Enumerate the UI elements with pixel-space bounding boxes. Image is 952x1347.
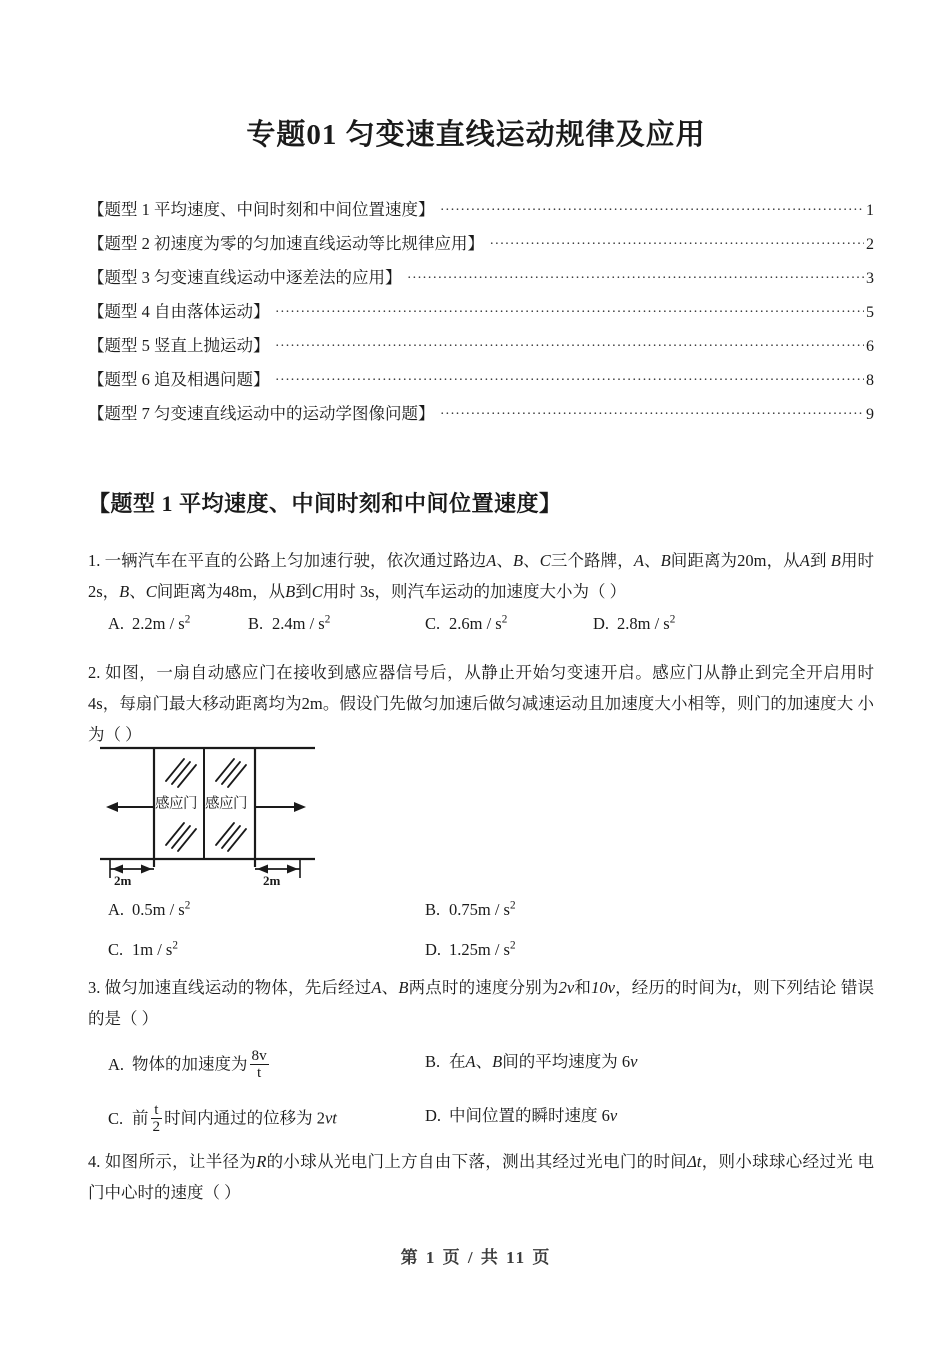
q1-seg-5: 到 (809, 551, 827, 570)
q1-seg-8: ，从 (252, 582, 286, 601)
question-3-options-row-1 (88, 1042, 874, 1088)
door-label-left: 感应门 (155, 796, 197, 812)
toc-leader-dots (276, 335, 865, 352)
q2-seg-3: 。假设门先做匀加速后做匀减速运动且加速度大小相等，则门的加速度大 (322, 694, 854, 713)
toc-item[interactable] (88, 366, 874, 400)
sensor-door-svg (100, 745, 315, 893)
q3-option-c[interactable] (108, 1102, 337, 1135)
q3-option-d-pre: 中间位置的瞬时速度 6 (449, 1106, 610, 1125)
toc-leader-dots (441, 403, 865, 420)
q1-dist-ab: 20m (737, 551, 767, 570)
q3-option-b-letter: B. (425, 1052, 441, 1071)
toc-item-label: 【题型 6 追及相遇问题】 (88, 370, 270, 389)
q1-seg-7: 间距离为 (156, 582, 223, 601)
toc-item-label: 【题型 7 匀变速直线运动中的运动学图像问题】 (88, 404, 435, 423)
q1-var-b4: B (119, 582, 130, 601)
q3-option-c-pre: 前 (132, 1108, 149, 1128)
toc-item[interactable] (88, 400, 874, 434)
toc-item-page: 3 (866, 270, 874, 287)
q1-seg-9: 到 (295, 582, 312, 601)
q2-option-d-value: $1.25m / s^2$ (449, 939, 516, 959)
question-2-text (88, 657, 874, 750)
q3-option-a[interactable] (108, 1048, 271, 1081)
section-heading: 【题型 1 平均速度、中间时刻和中间位置速度】 (88, 491, 562, 516)
toc-leader-dots (441, 199, 865, 216)
q1-option-b[interactable] (248, 613, 330, 634)
q2-option-c-value: $1m / s^2$ (132, 939, 178, 959)
q2-seg-1: 如图，一扇自动感应门在接收到感应器信号后，从静止开始匀变速开启。感应门从静止到完全开启用时 (105, 663, 875, 682)
q1-option-a-value: $2.2m / s^2$ (132, 613, 191, 633)
toc-item[interactable] (88, 332, 874, 366)
q3-option-d-letter: D. (425, 1106, 442, 1125)
q3-var-b: B (398, 978, 409, 997)
door-label-right: 感应门 (205, 796, 247, 812)
question-2-number: 2. (88, 663, 101, 682)
toc-leader-dots (276, 369, 865, 386)
q1-option-d-value: $2.8m / s^2$ (617, 613, 676, 633)
q3-option-a-letter: A. (108, 1054, 125, 1074)
toc-item-label: 【题型 4 自由落体运动】 (88, 302, 270, 321)
table-of-contents (88, 196, 874, 434)
question-1-number: 1. (88, 551, 101, 570)
q3-option-b[interactable] (425, 1048, 637, 1072)
q2-option-a[interactable] (108, 899, 190, 920)
q3-option-b-mid1: 、 (475, 1052, 493, 1071)
q3-seg-4: 和 (574, 978, 592, 997)
q2-option-a-letter: A. (108, 899, 125, 919)
question-4-text (88, 1146, 874, 1208)
q3-speed-1: 2v (558, 978, 575, 997)
q1-option-b-value: $2.4m / s^2$ (272, 613, 331, 633)
q1-var-b: B (512, 551, 524, 570)
toc-item-label: 【题型 1 平均速度、中间时刻和中间位置速度】 (88, 200, 435, 219)
q3-option-d[interactable] (425, 1102, 617, 1126)
q1-option-d[interactable] (593, 613, 675, 634)
q1-dist-bc: 48m (222, 582, 253, 601)
q1-option-a-letter: A. (108, 613, 125, 633)
q2-option-c[interactable] (108, 939, 178, 960)
toc-item-label: 【题型 2 初速度为零的匀加速直线运动等比规律应用】 (88, 234, 484, 253)
q1-option-a[interactable] (108, 613, 190, 634)
q4-seg-2: 的小球从光电门上方自由下落，测出其经过光电门的时间 (266, 1152, 688, 1171)
q3-optb-var-a: A (465, 1052, 476, 1071)
question-1 (88, 545, 874, 644)
q3-optd-var: v (609, 1106, 618, 1125)
q1-var-b3: B (830, 551, 841, 570)
q4-delta-t: Δt (687, 1152, 702, 1171)
q3-optb-var-v: v (630, 1052, 638, 1071)
toc-item-label: 【题型 3 匀变速直线运动中逐差法的应用】 (88, 268, 402, 287)
page-footer: 第 1 页 / 共 11 页 (400, 1248, 552, 1267)
toc-item[interactable] (88, 264, 874, 298)
q3-optc-var: vt (324, 1108, 337, 1128)
toc-leader-dots (490, 233, 864, 250)
q4-var-r: R (256, 1152, 267, 1171)
toc-item-page: 1 (866, 202, 874, 219)
question-3 (88, 972, 874, 1142)
q2-option-a-value: $0.5m / s^2$ (132, 899, 191, 919)
q2-option-d[interactable] (425, 939, 516, 960)
q2-option-b-value: $0.75m / s^2$ (449, 899, 516, 919)
q3-option-b-mid2: 间的平均速度为 6 (502, 1052, 631, 1071)
question-3-options-row-2 (88, 1096, 874, 1142)
question-1-options (88, 613, 874, 644)
q3-option-c-fraction: $\frac{t}{2}$ (152, 1101, 161, 1135)
q4-seg-3: ，则小球球心经过光 (701, 1152, 854, 1171)
glass-hatch-right-upper (216, 759, 246, 787)
q1-var-c2: C (145, 582, 157, 601)
q2-option-b[interactable] (425, 899, 516, 920)
q1-seg-2: 三个路牌， (550, 551, 634, 570)
q1-seg-1: 一辆汽车在平直的公路上匀加速行驶，依次通过路边 (104, 551, 487, 570)
question-4-number: 4. (88, 1152, 101, 1171)
question-3-number: 3. (88, 978, 101, 997)
question-3-text (88, 972, 874, 1034)
q3-seg-1: 做匀加速直线运动的物体，先后经过 (104, 978, 372, 997)
question-1-text: 1. 一辆汽车在平直的公路上匀加速行驶，依次通过路边A、B、C三个路牌，A、B间距离为20m，从A到 B用时 2s，B、C间距离为48m，从B到C用时 3s，则汽车运动的加速度大小为（ ） (88, 551, 875, 601)
q3-seg-5: ，经历的时间为 (614, 978, 732, 997)
q1-option-d-letter: D. (593, 613, 610, 633)
q4-seg-4: 电门中心时的速度（ ） (88, 1152, 875, 1202)
q1-seg-10: 用时 3s，则汽车运动的加速度大小为（ ） (322, 582, 627, 601)
q1-var-a2: A (633, 551, 644, 570)
q1-option-c-value: $2.6m / s^2$ (449, 613, 508, 633)
q4-seg-1: 如图所示，让半径为 (104, 1152, 257, 1171)
q3-option-c-post: 时间内通过的位移为 2 (164, 1108, 325, 1128)
q2-option-b-letter: B. (425, 899, 441, 919)
q1-option-c-letter: C. (425, 613, 441, 633)
q1-var-b2: B (660, 551, 671, 570)
toc-item-label: 【题型 5 竖直上抛运动】 (88, 336, 270, 355)
toc-item-page: 2 (866, 236, 874, 253)
q1-seg-4: ，从 (766, 551, 800, 570)
glass-hatch-right-lower (216, 823, 246, 851)
q1-option-b-letter: B. (248, 613, 264, 633)
toc-item[interactable] (88, 230, 874, 264)
q3-seg-3: 两点时的速度分别为 (408, 978, 559, 997)
q3-seg-7: 错误的是（ ） (88, 978, 875, 1028)
toc-item-page: 5 (866, 304, 874, 321)
q2-max-dist: 2m (301, 694, 323, 713)
q3-seg-2: 、 (381, 978, 399, 997)
glass-hatch-left-lower (166, 823, 196, 851)
q1-option-c[interactable] (425, 613, 507, 634)
q3-optb-var-b: B (492, 1052, 503, 1071)
toc-leader-dots (408, 267, 865, 284)
door-open-arrow-right (255, 802, 306, 812)
q3-option-a-text: 物体的加速度为 (132, 1054, 248, 1074)
glass-hatch-left-upper (166, 759, 196, 787)
q3-option-b-pre: 在 (449, 1052, 466, 1071)
q3-var-a: A (371, 978, 382, 997)
toc-item[interactable] (88, 298, 874, 332)
q1-var-a: A (486, 551, 497, 570)
q1-var-c3: C (311, 582, 323, 601)
door-open-arrow-left (106, 802, 154, 812)
q1-var-b5: B (285, 582, 296, 601)
q3-option-c-letter: C. (108, 1108, 124, 1128)
toc-leader-dots (276, 301, 865, 318)
q1-seg-3: 间距离为 (670, 551, 738, 570)
toc-item[interactable] (88, 196, 874, 230)
sensor-door-diagram (100, 745, 315, 898)
q1-var-c: C (539, 551, 551, 570)
q2-seg-2: 4s，每扇门最大移动距离均为 (88, 694, 302, 713)
q2-option-c-letter: C. (108, 939, 124, 959)
question-2 (88, 657, 874, 750)
q3-seg-6: ，则下列结论 (736, 978, 837, 997)
q3-option-a-fraction: $\frac{8v}{t}$ (251, 1047, 267, 1081)
q2-option-d-letter: D. (425, 939, 442, 959)
q3-var-t: t (731, 978, 737, 997)
q1-seg-6: 用时 2s， (88, 551, 875, 601)
question-4 (88, 1146, 874, 1208)
toc-item-page: 9 (866, 406, 874, 423)
toc-item-page: 8 (866, 372, 874, 389)
question-2-options (88, 899, 874, 970)
q3-speed-2: 10v (591, 978, 615, 997)
q1-var-a3: A (799, 551, 810, 570)
toc-item-page: 6 (866, 338, 874, 355)
dimension-label-right: 2m (263, 873, 281, 888)
page-title: 专题01 匀变速直线运动规律及应用 (246, 119, 706, 151)
q2-seg-4: 小为（ ） (88, 694, 875, 744)
dimension-label-left: 2m (114, 873, 132, 888)
